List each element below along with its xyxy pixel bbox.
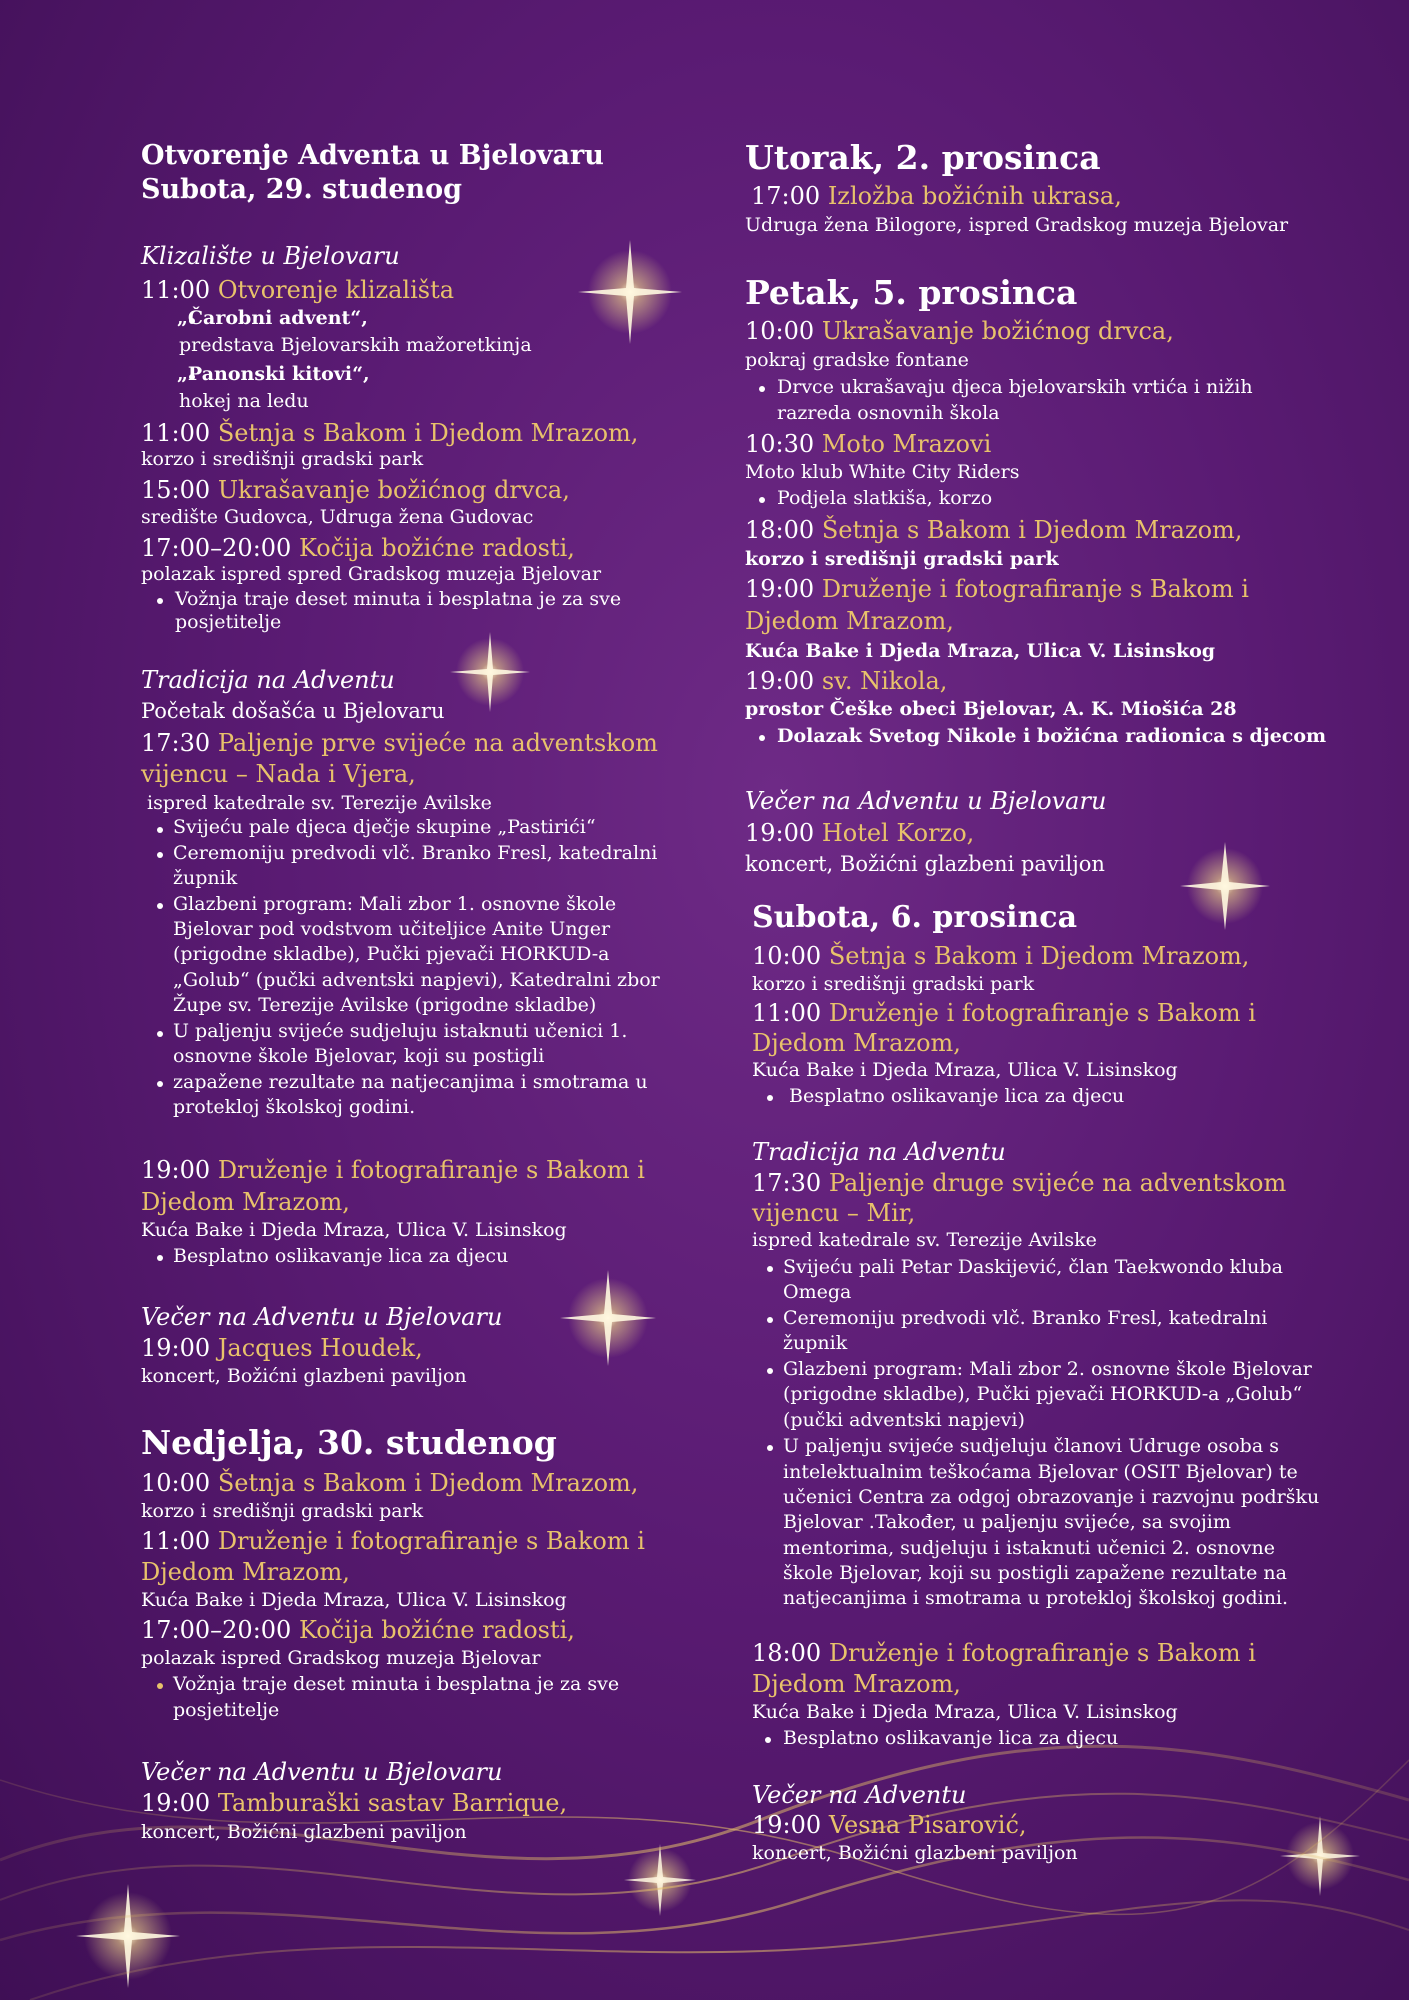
event-line: 17:30 Paljenje prve svijeće na adventskom xyxy=(141,729,658,757)
list-item: (pučki adventski napjevi) xyxy=(783,1409,1025,1431)
list-item: Podjela slatkiša, korzo xyxy=(777,487,993,509)
bullet-icon xyxy=(157,1683,163,1689)
event-line: 19:00 Vesna Pisarović, xyxy=(752,1811,1027,1839)
list-item-detail: hokej na ledu xyxy=(179,390,309,412)
bullet-icon xyxy=(759,386,765,392)
list-item: (prigodne skladbe), Pučki pjevači HORKUD-a „Golub“ xyxy=(783,1383,1303,1405)
day-heading: Utorak, 2. prosinca xyxy=(745,138,1101,177)
list-item: mentorima, sudjeluju i istaknuti učenici 2. osnovne xyxy=(783,1537,1276,1559)
list-item: „Čarobni advent“, xyxy=(177,307,368,329)
list-item: intelektualnim teškoćama Bjelovar (OSIT Bjelovar) te xyxy=(783,1461,1298,1483)
list-item: župnik xyxy=(173,867,238,889)
event-line: 17:00–20:00 Kočija božićne radosti, xyxy=(141,1616,575,1644)
event-line: 18:00 Šetnja s Bakom i Djedom Mrazom, xyxy=(745,516,1243,544)
list-item: župnik xyxy=(783,1332,848,1354)
event-detail: pokraj gradske fontane xyxy=(745,349,969,371)
list-item: Bjelovar pod vodstvom učiteljice Anite Unger xyxy=(173,918,611,940)
event-line: 11:00 Otvorenje klizališta xyxy=(141,276,455,304)
list-item: Vožnja traje deset minuta i besplatna je za sve xyxy=(173,1673,620,1695)
list-item: Besplatno oslikavanje lica za djecu xyxy=(789,1085,1125,1107)
event-line: 10:00 Šetnja s Bakom i Djedom Mrazom, xyxy=(141,1469,639,1497)
event-detail: Moto klub White City Riders xyxy=(745,461,1020,483)
event-line: Djedom Mrazom, xyxy=(141,1188,350,1216)
event-detail: ispred katedrale sv. Terezije Avilske xyxy=(752,1229,1097,1251)
list-item: posjetitelje xyxy=(173,1699,280,1721)
event-detail: polazak ispred spred Gradskog muzeja Bjelovar xyxy=(141,563,602,585)
event-line: Djedom Mrazom, xyxy=(745,607,954,635)
list-item-detail: predstava Bjelovarskih mažoretkinja xyxy=(179,334,532,356)
list-item: protekloj školskoj godini. xyxy=(173,1096,416,1118)
event-detail: Kuća Bake i Djeda Mraza, Ulica V. Lisinskog xyxy=(752,1701,1178,1723)
list-item: Glazbeni program: Mali zbor 1. osnovne škole xyxy=(173,893,617,915)
event-detail: Kuća Bake i Djeda Mraza, Ulica V. Lisinskog xyxy=(141,1219,567,1241)
event-detail: prostor Češke obeci Bjelovar, A. K. Miošića 28 xyxy=(745,698,1237,720)
event-detail: koncert, Božićni glazbeni paviljon xyxy=(752,1842,1078,1864)
list-item: U paljenju svijeće sudjeluju članovi Udruge osoba s xyxy=(783,1435,1279,1457)
bullet-icon xyxy=(759,735,765,741)
event-detail: korzo i središnji gradski park xyxy=(141,1500,424,1522)
list-item: Vožnja traje deset minuta i besplatna je za sve xyxy=(175,588,622,610)
section-heading: Tradicija na Adventu xyxy=(752,1138,1006,1166)
list-item: zapažene rezultate na natjecanjima i smotrama u xyxy=(173,1071,648,1093)
section-heading: Večer na Adventu u Bjelovaru xyxy=(745,787,1107,815)
bullet-icon xyxy=(157,1255,163,1261)
event-line: vijencu – Mir, xyxy=(752,1199,916,1227)
event-detail: korzo i središnji gradski park xyxy=(745,548,1059,570)
event-line: vijencu – Nada i Vjera, xyxy=(141,760,416,788)
event-detail: Udruga žena Bilogore, ispred Gradskog muzeja Bjelovar xyxy=(745,214,1289,236)
day-heading: Petak, 5. prosinca xyxy=(745,273,1078,312)
event-line: Djedom Mrazom, xyxy=(752,1670,961,1698)
list-item: Svijeću pali Petar Daskijević, član Taekwondo kluba xyxy=(783,1256,1283,1278)
event-detail: ispred katedrale sv. Terezije Avilske xyxy=(147,792,492,814)
section-heading: Večer na Adventu u Bjelovaru xyxy=(141,1303,503,1331)
event-line: 10:00 Šetnja s Bakom i Djedom Mrazom, xyxy=(752,942,1250,970)
list-item: Dolazak Svetog Nikole i božićna radionica s djecom xyxy=(777,725,1327,747)
list-item: Župe sv. Terezije Avilske (prigodne skladbe) xyxy=(173,994,597,1016)
event-detail: korzo i središnji gradski park xyxy=(141,448,424,470)
opening-date: Subota, 29. studenog xyxy=(141,174,463,205)
list-item: (prigodne skladbe), Pučki pjevači HORKUD-a xyxy=(173,943,610,965)
list-item: Drvce ukrašavaju djeca bjelovarskih vrtića i nižih xyxy=(777,376,1253,398)
section-heading: Večer na Adventu u Bjelovaru xyxy=(141,1758,503,1786)
list-item: Ceremoniju predvodi vlč. Branko Fresl, katedralni xyxy=(783,1307,1268,1329)
bullet-icon xyxy=(767,1445,773,1451)
list-item: Besplatno oslikavanje lica za djecu xyxy=(783,1727,1119,1749)
event-line: 10:30 Moto Mrazovi xyxy=(745,430,992,458)
event-line: 11:00 Šetnja s Bakom i Djedom Mrazom, xyxy=(141,419,639,447)
section-heading: Klizalište u Bjelovaru xyxy=(141,242,400,270)
event-line: 17:00–20:00 Kočija božićne radosti, xyxy=(141,534,575,562)
event-line: 15:00 Ukrašavanje božićnog drvca, xyxy=(141,476,570,504)
list-item: Besplatno oslikavanje lica za djecu xyxy=(173,1245,509,1267)
list-item: Bjelovar .Također, u paljenju svijeće, sa svojim xyxy=(783,1511,1231,1533)
event-detail: Kuća Bake i Djeda Mraza, Ulica V. Lisinskog xyxy=(745,640,1216,662)
event-detail: korzo i središnji gradski park xyxy=(752,973,1035,995)
list-item: Ceremoniju predvodi vlč. Branko Fresl, katedralni xyxy=(173,842,658,864)
list-item: Svijeću pale djeca dječje skupine „Pastirići“ xyxy=(173,816,596,838)
bullet-icon xyxy=(765,1737,771,1743)
event-line: 19:00 Hotel Korzo, xyxy=(745,819,975,847)
bullet-icon xyxy=(767,1266,773,1272)
event-line: 19:00 Druženje i fotografiranje s Bakom i xyxy=(745,575,1249,603)
star-icon xyxy=(624,1844,696,1916)
event-detail: koncert, Božićni glazbeni paviljon xyxy=(141,1821,467,1843)
list-item: „Panonski kitovi“, xyxy=(177,363,370,385)
star-icon xyxy=(450,632,530,712)
star-icon xyxy=(560,1270,656,1366)
list-item: Glazbeni program: Mali zbor 2. osnovne škole Bjelovar xyxy=(783,1358,1312,1380)
event-line: 10:00 Ukrašavanje božićnog drvca, xyxy=(745,317,1174,345)
bullet-icon xyxy=(767,1317,773,1323)
list-item: škole Bjelovar, koji su postigli zapažene rezultate na xyxy=(783,1562,1287,1584)
bullet-icon xyxy=(157,852,163,858)
bullet-icon xyxy=(767,1095,773,1101)
event-line: 11:00 Druženje i fotografiranje s Bakom i xyxy=(752,999,1256,1027)
star-icon xyxy=(1280,1816,1360,1896)
event-line: 19:00 sv. Nikola, xyxy=(745,667,948,695)
list-item: Omega xyxy=(783,1281,852,1303)
day-heading: Nedjelja, 30. studenog xyxy=(141,1423,557,1462)
opening-title: Otvorenje Adventa u Bjelovaru xyxy=(141,140,604,171)
list-item: „Golub“ (pučki adventski napjevi), Katedralni zbor xyxy=(173,969,660,991)
event-line: Djedom Mrazom, xyxy=(752,1029,961,1057)
star-icon xyxy=(578,240,682,344)
event-line: 17:30 Paljenje druge svijeće na adventskom xyxy=(752,1169,1287,1197)
bullet-icon xyxy=(759,497,765,503)
list-item: natjecanjima i smotrama u protekloj školskoj godini. xyxy=(783,1587,1289,1609)
bullet-icon xyxy=(157,1081,163,1087)
bullet-icon xyxy=(157,903,163,909)
star-icon xyxy=(76,1884,180,1988)
section-heading: Tradicija na Adventu xyxy=(141,666,395,694)
list-item: U paljenju svijeće sudjeluju istaknuti učenici 1. xyxy=(173,1020,628,1042)
event-detail: Kuća Bake i Djeda Mraza, Ulica V. Lisinskog xyxy=(752,1059,1178,1081)
event-line: 19:00 Tamburaški sastav Barrique, xyxy=(141,1789,568,1817)
day-heading: Subota, 6. prosinca xyxy=(752,900,1078,935)
bullet-icon xyxy=(157,598,163,604)
list-item: razreda osnovnih škola xyxy=(777,402,1000,424)
event-detail: Kuća Bake i Djeda Mraza, Ulica V. Lisinskog xyxy=(141,1589,567,1611)
event-line: 19:00 Druženje i fotografiranje s Bakom i xyxy=(141,1156,645,1184)
bullet-icon xyxy=(157,827,163,833)
event-line: 11:00 Druženje i fotografiranje s Bakom i xyxy=(141,1527,645,1555)
list-item: osnovne škole Bjelovar, koji su postigli xyxy=(173,1045,545,1067)
event-line: Djedom Mrazom, xyxy=(141,1558,350,1586)
event-detail: polazak ispred Gradskog muzeja Bjelovar xyxy=(141,1647,541,1669)
list-item: učenici Centra za odgoj obrazovanje i razvojnu podršku xyxy=(783,1486,1320,1508)
list-item: posjetitelje xyxy=(175,611,282,633)
event-detail: središte Gudovca, Udruga žena Gudovac xyxy=(141,506,534,528)
section-subheading: Početak došašća u Bjelovaru xyxy=(141,699,445,723)
event-line: 19:00 Jacques Houdek, xyxy=(141,1334,423,1362)
event-line: 18:00 Druženje i fotografiranje s Bakom i xyxy=(752,1639,1256,1667)
event-detail: koncert, Božićni glazbeni paviljon xyxy=(745,852,1105,876)
star-icon xyxy=(1180,842,1270,930)
event-line: 17:00 Izložba božićnih ukrasa, xyxy=(751,182,1122,210)
bullet-icon xyxy=(157,1031,163,1037)
bullet-icon xyxy=(767,1368,773,1374)
section-heading: Večer na Adventu xyxy=(752,1781,967,1809)
event-detail: koncert, Božićni glazbeni paviljon xyxy=(141,1365,467,1387)
